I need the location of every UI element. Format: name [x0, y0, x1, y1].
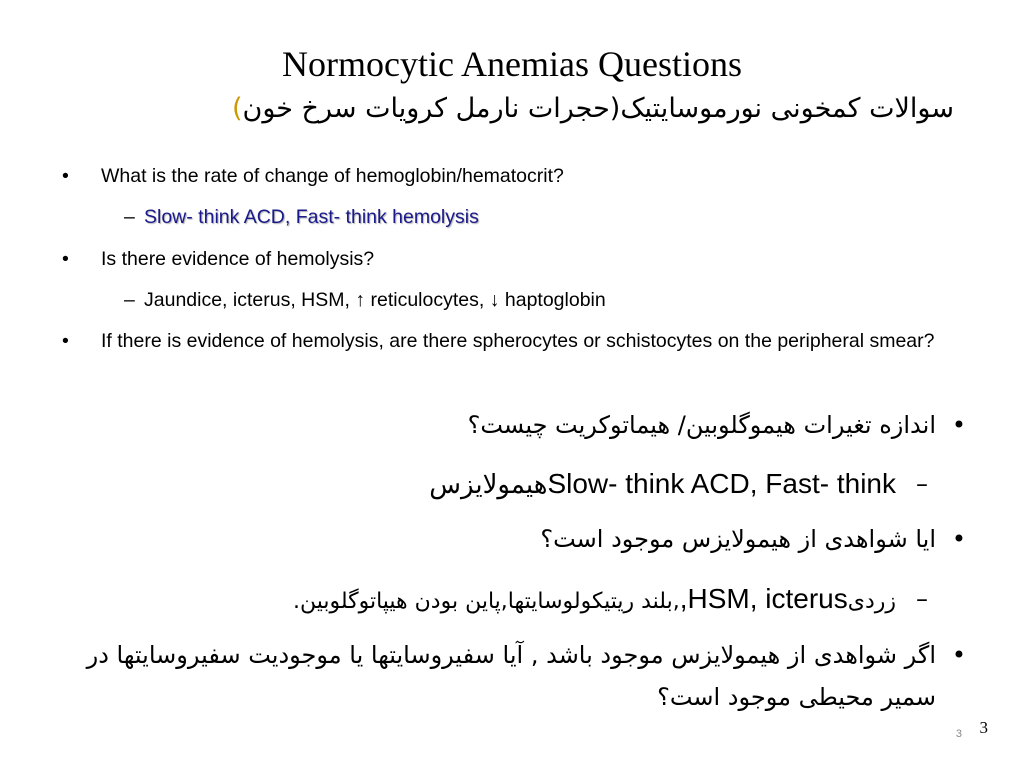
english-subbullet-1 [62, 203, 967, 231]
persian-subbullet-2 [6, 578, 966, 623]
bullet-icon: • [62, 330, 69, 352]
slide-number: 3 [979, 718, 988, 737]
bullet-icon: • [62, 248, 69, 270]
dash-icon: – [916, 585, 928, 613]
slide-title: Normocytic Anemias Questions [282, 44, 742, 84]
dash-icon: – [916, 470, 928, 498]
slide-number-small: 3 [955, 728, 962, 740]
persian-subbullet-end: ,بلند ریتیکولوسایتها,پاین بودن هیپاتوگلوبین. [292, 589, 680, 614]
dash-icon: – [124, 206, 135, 228]
persian-subbullet-start: زردی [847, 589, 896, 614]
persian-bullet-1 [66, 404, 966, 446]
bullet-icon: • [951, 525, 966, 553]
dash-icon: – [124, 289, 135, 311]
persian-bullet-text: ایا شواهدی از هیمولایزس موجود است؟ [540, 525, 936, 553]
english-subbullet-text-highlight: Slow- think ACD, Fast- think hemolysis [144, 206, 479, 228]
english-bullet-text: If there is evidence of hemolysis, are there spherocytes or schistocytes on the peripheral smear? [101, 330, 935, 352]
english-bullet-2 [62, 245, 967, 273]
persian-subbullet-1 [66, 463, 966, 506]
persian-subbullet-latin: Slow- think ACD, Fast- think [547, 468, 896, 499]
subtitle-paren: ) [231, 93, 243, 124]
persian-bullet-text: اگر شواهدی از هیمولایزس موجود باشد , آیا سفیروسایتها یا موجودیت سفیروسایتها در سمیر محیطی موجود است؟ [86, 641, 936, 711]
persian-bullet-text: اندازه تغیرات هیموگلوبین/ هیماتوکریت چیست؟ [467, 411, 936, 439]
bullet-icon: • [951, 641, 966, 669]
persian-bullet-3 [26, 634, 966, 718]
persian-subbullet-latin: ,HSM, icterus [679, 583, 848, 614]
subtitle-text: سوالات کمخونی نورموسایتیک(حجرات نارمل کرویات سرخ خون [242, 93, 954, 124]
persian-bullet-2 [66, 518, 966, 560]
bullet-icon: • [951, 411, 966, 439]
english-subbullet-2 [62, 286, 967, 314]
english-bullet-text: What is the rate of change of hemoglobin/hematocrit? [101, 165, 564, 187]
english-bullet-3 [62, 327, 967, 355]
english-bullet-text: Is there evidence of hemolysis? [101, 248, 375, 270]
english-bullet-1 [62, 162, 967, 190]
slide-subtitle-persian [70, 92, 954, 126]
persian-subbullet-text: هیمولایزس [429, 470, 548, 500]
bullet-icon: • [62, 165, 69, 187]
english-subbullet-text: Jaundice, icterus, HSM, ↑ reticulocytes, ↓ haptoglobin [144, 289, 606, 311]
